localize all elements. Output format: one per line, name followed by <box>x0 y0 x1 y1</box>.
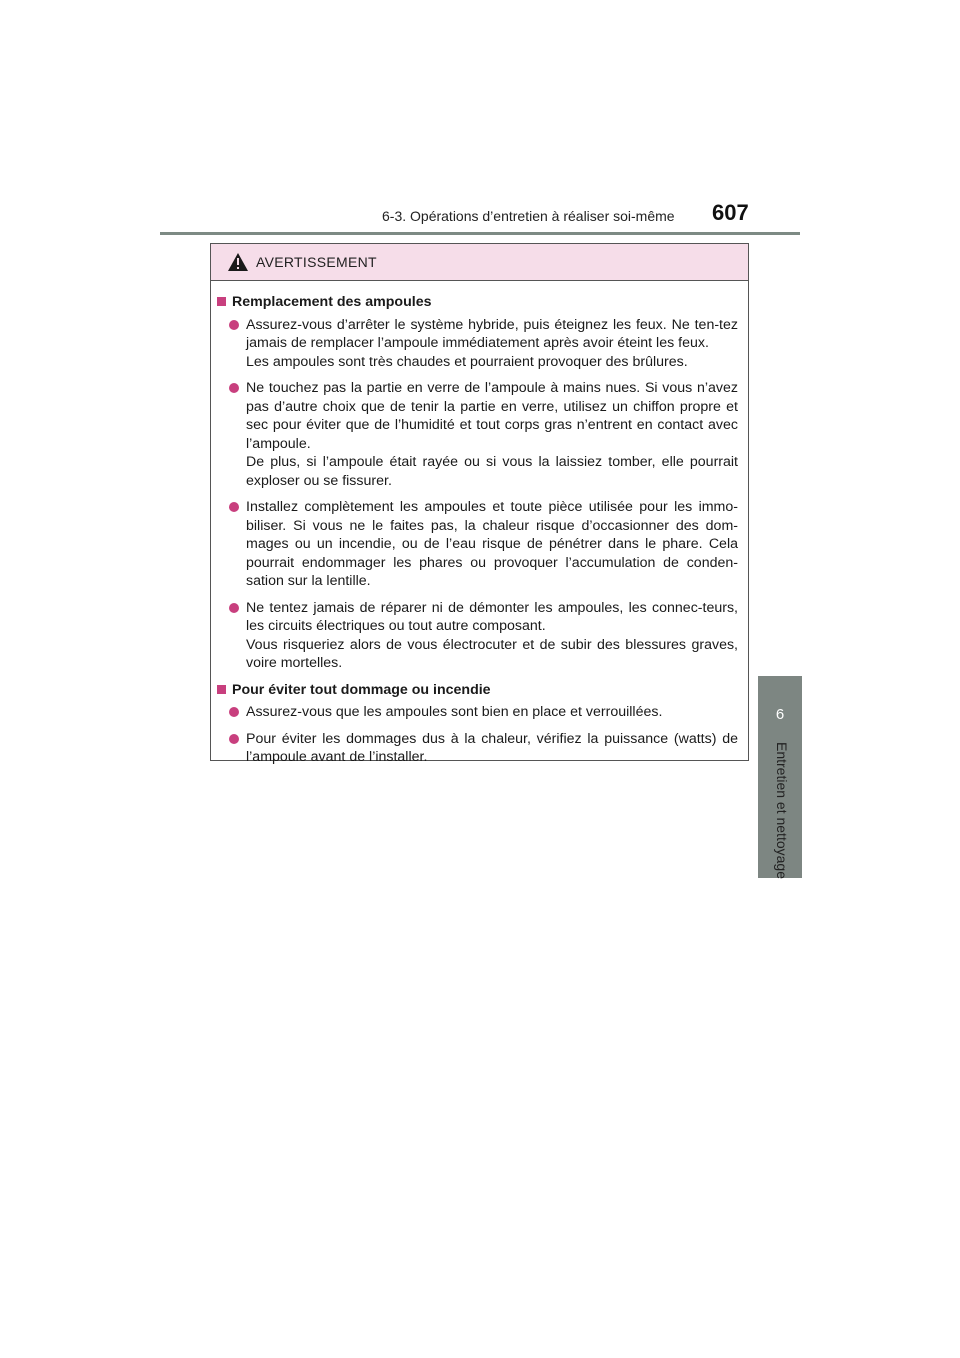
list-item-text <box>246 316 740 372</box>
round-bullet-icon <box>229 320 239 330</box>
square-bullet-icon <box>217 685 226 694</box>
paragraph: Ne tentez jamais de réparer ni de démonter les ampoules, les connec-teurs, les circuits électriques ou tout autre composant. <box>246 599 738 634</box>
round-bullet-icon <box>229 603 239 613</box>
list-item-text <box>246 703 740 722</box>
paragraph: Installez complètement les ampoules et toute pièce utilisée pour les immo-biliser. Si vous ne le faites pas, la chaleur risque d’occasionner des dom-mages ou un incendie, ou de l’eau risque de pénétrer dans le phare. Cela pourrait endommager les phares ou provoquer l’accumulation de conden-sation sur la lentille. <box>246 499 738 589</box>
round-bullet-icon <box>229 502 239 512</box>
page-number: 607 <box>712 200 749 225</box>
section-heading <box>217 293 740 312</box>
warning-triangle-icon <box>227 252 249 272</box>
paragraph: Vous risqueriez alors de vous électrocuter et de subir des blessures graves, voire mortelles. <box>246 636 738 671</box>
round-bullet-icon <box>229 383 239 393</box>
warning-body <box>211 281 748 767</box>
chapter-number: 6 <box>775 706 785 723</box>
list-item <box>229 498 740 591</box>
list-item <box>229 703 740 722</box>
warning-header <box>211 244 748 281</box>
list-item-text <box>246 599 740 673</box>
paragraph: Assurez-vous que les ampoules sont bien en place et verrouillées. <box>246 704 663 720</box>
section-heading-text: Pour éviter tout dommage ou incendie <box>232 681 491 698</box>
paragraph: De plus, si l’ampoule était rayée ou si vous la laissiez tomber, elle pourrait exploser ou se fissurer. <box>246 454 738 489</box>
round-bullet-icon <box>229 734 239 744</box>
chapter-caption: Entretien et nettoyage <box>774 742 790 879</box>
round-bullet-icon <box>229 707 239 717</box>
list-item <box>229 599 740 673</box>
list-item-text <box>246 498 740 591</box>
section-heading-text: Remplacement des ampoules <box>232 294 432 310</box>
list-item-text <box>246 379 740 490</box>
list-item <box>229 379 740 490</box>
list-item-text <box>246 730 740 767</box>
section-heading <box>217 681 740 700</box>
list-item <box>229 730 740 767</box>
paragraph: Assurez-vous d’arrêter le système hybride, puis éteignez les feux. Ne ten-tez jamais de remplacer l’ampoule immédiatement après avoir éteint les feux. <box>246 316 738 351</box>
paragraph: Pour éviter les dommages dus à la chaleur, vérifiez la puissance (watts) de l’ampoule avant de l’installer. <box>246 730 738 765</box>
section-title: 6-3. Opérations d’entretien à réaliser soi-même <box>382 208 675 224</box>
paragraph: Ne touchez pas la partie en verre de l’ampoule à mains nues. Si vous n’avez pas d’autre choix que de tenir la partie en verre, utilisez un chiffon propre et sec pour éviter que de l’humidité et tout corps gras n’entrent en contact avec l’ampoule. <box>246 380 738 452</box>
paragraph: Les ampoules sont très chaudes et pourraient provoquer des brûlures. <box>246 353 688 370</box>
warning-title: AVERTISSEMENT <box>256 254 377 270</box>
square-bullet-icon <box>217 297 226 306</box>
list-item <box>229 316 740 372</box>
header-divider <box>160 232 800 235</box>
warning-box <box>210 243 749 765</box>
